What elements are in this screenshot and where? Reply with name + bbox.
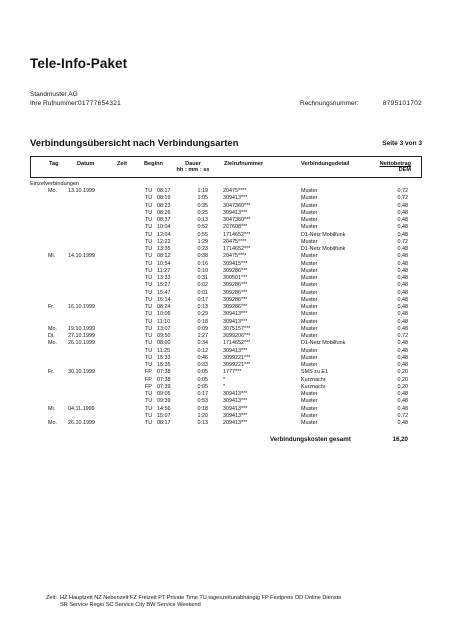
- cell-detail: Muster: [301, 217, 318, 223]
- cell-beginn: 12:04: [157, 231, 171, 238]
- col-dauer-unit: hh : mm : ss: [176, 167, 210, 173]
- table-row: [30, 355, 422, 362]
- cell-zeit: TU: [145, 420, 153, 426]
- col-betrag-label: Nettobetrag: [379, 161, 411, 167]
- cell-beginn: 15:27: [157, 282, 171, 289]
- table-row: [30, 406, 422, 413]
- cell-tag: Mo.: [48, 420, 57, 426]
- table-row: [30, 413, 422, 420]
- cell-zeit: TU: [145, 231, 153, 238]
- cell-detail: Muster: [301, 304, 318, 310]
- cell-betrag: 0,48: [397, 217, 408, 223]
- cell-dauer: 0:09: [197, 325, 208, 332]
- total-value: 16,20: [392, 436, 408, 443]
- legend-key: Zeit:: [46, 595, 57, 601]
- cell-betrag: 0,48: [397, 246, 408, 252]
- cell-beginn: 08:00: [157, 340, 171, 347]
- cell-betrag: 0,48: [397, 260, 408, 267]
- cell-dauer: 0:18: [197, 405, 208, 412]
- table-row: [30, 333, 422, 340]
- cell-betrag: 0,48: [397, 267, 408, 274]
- cell-zeit: TU: [145, 325, 153, 332]
- cell-zielrufnummer: 309413***: [223, 347, 248, 354]
- cell-zeit: TU: [145, 391, 153, 397]
- table-row: [30, 232, 422, 239]
- cell-zielrufnummer: 1777***: [223, 369, 242, 376]
- cell-detail: Muster: [301, 267, 318, 274]
- table-row: [30, 384, 422, 391]
- cell-detail: D1-Netz Mobilfunk: [301, 231, 346, 238]
- cell-zielrufnummer: 309413***: [223, 412, 248, 419]
- cell-detail: Muster: [301, 311, 318, 318]
- cell-tag: Mi.: [48, 405, 56, 412]
- cell-detail: Muster: [301, 318, 318, 325]
- cell-zeit: TU: [145, 282, 153, 289]
- cell-datum: 19.10.1999: [68, 325, 95, 332]
- cell-dauer: 1:29: [197, 238, 208, 245]
- table-row: [30, 224, 422, 231]
- cell-beginn: 09:39: [157, 398, 171, 405]
- cell-beginn: 08:17: [157, 188, 171, 194]
- table-row: [30, 340, 422, 347]
- cell-betrag: 0,72: [397, 195, 408, 202]
- cell-beginn: 07:39: [157, 383, 171, 390]
- cell-detail: Muster: [301, 398, 318, 405]
- cell-zeit: TU: [145, 347, 153, 354]
- cell-zielrufnummer: 309286***: [223, 267, 248, 274]
- cell-dauer: 0:12: [197, 347, 208, 354]
- cell-betrag: 0,48: [397, 405, 408, 412]
- cell-zeit: TU: [145, 354, 153, 361]
- cell-zeit: TU: [145, 224, 153, 231]
- col-beginn: Beginn: [144, 161, 163, 167]
- cell-beginn: 10:04: [157, 224, 171, 231]
- cell-detail: Muster: [301, 260, 318, 267]
- table-row: [30, 398, 422, 405]
- cell-betrag: 0,48: [397, 420, 408, 426]
- cell-detail: Muster: [301, 405, 318, 412]
- cell-dauer: 0:25: [197, 209, 208, 216]
- cell-dauer: 0:33: [197, 362, 208, 368]
- cell-detail: Muster: [301, 224, 318, 231]
- cell-zielrufnummer: 207608***: [223, 224, 248, 231]
- cell-betrag: 0,48: [397, 304, 408, 310]
- cell-zeit: TU: [145, 340, 153, 347]
- cell-zeit: TU: [145, 311, 153, 318]
- cell-dauer: 0:29: [197, 311, 208, 318]
- table-row: [30, 282, 422, 289]
- table-row: [30, 348, 422, 355]
- cell-dauer: 0:34: [197, 340, 208, 347]
- cell-datum: 04.11.1999: [68, 405, 95, 412]
- cell-betrag: 0,48: [397, 296, 408, 303]
- cell-dauer: 0:05: [197, 369, 208, 376]
- table-row: [30, 297, 422, 304]
- table-row: [30, 246, 422, 253]
- cell-detail: Muster: [301, 238, 318, 245]
- cell-betrag: 0,48: [397, 289, 408, 296]
- cell-detail: D1-Netz Mobilfunk: [301, 246, 346, 252]
- cell-datum: 14.10.1999: [68, 253, 95, 260]
- table-row: [30, 319, 422, 326]
- cell-betrag: 0,20: [397, 376, 408, 383]
- col-betrag: [380, 161, 411, 173]
- cell-dauer: 1:05: [197, 195, 208, 202]
- cell-dauer: 0:02: [197, 282, 208, 289]
- cell-dauer: 1:20: [197, 412, 208, 419]
- total-label: Verbindungskosten gesamt: [270, 436, 351, 443]
- cell-zielrufnummer: *: [223, 376, 226, 383]
- col-betrag-unit: DEM: [398, 167, 411, 173]
- table-row: [30, 217, 422, 224]
- cell-dauer: 0:31: [197, 275, 208, 281]
- cell-zielrufnummer: 309413***: [223, 405, 248, 412]
- cell-beginn: 08:23: [157, 202, 171, 209]
- cell-zielrufnummer: 3047360***: [223, 217, 251, 223]
- cell-datum: 16.10.1999: [68, 304, 95, 310]
- cell-dauer: 0:10: [197, 267, 208, 274]
- cell-zeit: FP: [145, 369, 152, 376]
- cell-zeit: TU: [145, 362, 153, 368]
- total-row: [30, 436, 422, 446]
- col-dauer: [173, 161, 213, 173]
- cell-dauer: 0:38: [197, 253, 208, 260]
- cell-zeit: TU: [145, 296, 153, 303]
- cell-betrag: 0,48: [397, 231, 408, 238]
- cell-dauer: 0:01: [197, 289, 208, 296]
- cell-dauer: 0:17: [197, 296, 208, 303]
- cell-zielrufnummer: 20475****: [223, 188, 247, 194]
- cell-zeit: TU: [145, 260, 153, 267]
- cell-zielrufnummer: 309413***: [223, 398, 248, 405]
- cell-tag: Mo.: [48, 188, 57, 194]
- cell-beginn: 07:38: [157, 376, 171, 383]
- cell-zeit: FP: [145, 383, 152, 390]
- cell-beginn: 09:05: [157, 391, 171, 397]
- cell-zielrufnummer: 309415***: [223, 260, 248, 267]
- cell-detail: D1-Netz Mobilfunk: [301, 340, 346, 347]
- cell-tag: Mo.: [48, 325, 57, 332]
- cell-zeit: FP: [145, 376, 152, 383]
- cell-betrag: 0,48: [397, 347, 408, 354]
- legend-line-2: SR Service Regio SC Service City BW Service Weekend: [60, 602, 201, 608]
- cell-zielrufnummer: *: [223, 383, 226, 390]
- cell-beginn: 16:14: [157, 296, 171, 303]
- cell-betrag: 0,48: [397, 275, 408, 281]
- cell-detail: Muster: [301, 362, 318, 368]
- cell-dauer: 0:13: [197, 304, 208, 310]
- cell-detail: Muster: [301, 275, 318, 281]
- invoice-number: 8795101702: [382, 100, 422, 107]
- col-detail: Verbindungsdetail: [301, 161, 350, 167]
- col-tag: Tag: [49, 161, 59, 167]
- cell-dauer: 0:18: [197, 318, 208, 325]
- company-name: Standmuster AG: [30, 91, 78, 98]
- table-row: [30, 268, 422, 275]
- connection-list: [30, 188, 422, 427]
- cell-betrag: 0,48: [397, 224, 408, 231]
- phone-number: 01777654321: [78, 100, 122, 107]
- cell-betrag: 0,48: [397, 325, 408, 332]
- cell-zeit: TU: [145, 202, 153, 209]
- cell-beginn: 08:37: [157, 217, 171, 223]
- cell-dauer: 0:13: [197, 217, 208, 223]
- table-row: [30, 362, 422, 369]
- cell-zielrufnummer: 309286***: [223, 289, 248, 296]
- cell-betrag: 0,48: [397, 362, 408, 368]
- cell-dauer: 0:52: [197, 224, 208, 231]
- cell-detail: Muster: [301, 412, 318, 419]
- cell-zeit: TU: [145, 318, 153, 325]
- cell-zeit: TU: [145, 238, 153, 245]
- cell-zielrufnummer: 309413***: [223, 311, 248, 318]
- cell-tag: Fr.: [48, 369, 55, 376]
- table-row: [30, 195, 422, 202]
- cell-zielrufnummer: 3099221***: [223, 362, 251, 368]
- cell-beginn: 11:27: [157, 267, 171, 274]
- cell-betrag: 0,72: [397, 333, 408, 339]
- cell-beginn: 10:54: [157, 260, 171, 267]
- cell-tag: Di.: [48, 333, 55, 339]
- cell-zielrufnummer: 3099221***: [223, 354, 251, 361]
- cell-zeit: TU: [145, 253, 153, 260]
- cell-betrag: 0,20: [397, 383, 408, 390]
- cell-tag: Fr.: [48, 304, 55, 310]
- cell-zeit: TU: [145, 304, 153, 310]
- cell-betrag: 0,48: [397, 202, 408, 209]
- cell-zielrufnummer: 309286***: [223, 296, 248, 303]
- cell-beginn: 08:12: [157, 253, 171, 260]
- cell-dauer: 0:17: [197, 391, 208, 397]
- cell-zielrufnummer: 3099206***: [223, 333, 251, 339]
- cell-beginn: 08:19: [157, 195, 171, 202]
- table-row: [30, 326, 422, 333]
- phone-label: Ihre Rufnummer:: [30, 100, 79, 107]
- cell-betrag: 0,72: [397, 188, 408, 194]
- group-label: Einzelverbindungen: [30, 181, 80, 187]
- table-row: [30, 188, 422, 195]
- cell-datum: 27.10.1999: [68, 333, 95, 339]
- cell-detail: Muster: [301, 333, 318, 339]
- legend-line-1: HZ Hauptzeit NZ Nebenzeit FZ Freizeit PT Private Time TU tageszeitunabhängig FP Festpreis OD Online Dienste: [60, 595, 342, 601]
- invoice-label: Rechnungsnummer:: [300, 100, 359, 107]
- cell-betrag: 0,48: [397, 391, 408, 397]
- cell-beginn: 15:47: [157, 289, 171, 296]
- table-row: [30, 261, 422, 268]
- cell-detail: SMS zu E1: [301, 369, 328, 376]
- cell-datum: 26.10.1999: [68, 420, 95, 426]
- cell-dauer: 1:19: [197, 188, 208, 194]
- cell-zielrufnummer: 1714652***: [223, 231, 251, 238]
- cell-detail: Muster: [301, 282, 318, 289]
- cell-tag: Mo.: [48, 340, 57, 347]
- col-zeit: Zeit: [117, 161, 127, 167]
- cell-zeit: TU: [145, 333, 153, 339]
- col-zielrufnummer: Zielrufnummer: [224, 161, 264, 167]
- cell-dauer: 1:27: [197, 333, 208, 339]
- cell-beginn: 15:07: [157, 412, 171, 419]
- document-title: Tele-Info-Paket: [30, 56, 128, 71]
- table-row: [30, 290, 422, 297]
- cell-zeit: TU: [145, 398, 153, 405]
- cell-betrag: 0,48: [397, 282, 408, 289]
- cell-zeit: TU: [145, 289, 153, 296]
- cell-zielrufnummer: 309413***: [223, 209, 248, 216]
- cell-detail: Muster: [301, 420, 318, 426]
- cell-detail: Muster: [301, 253, 318, 260]
- cell-zeit: TU: [145, 412, 153, 419]
- cell-detail: Muster: [301, 188, 318, 194]
- cell-beginn: 08:24: [157, 304, 171, 310]
- cell-beginn: 13:33: [157, 275, 171, 281]
- cell-beginn: 13:35: [157, 246, 171, 252]
- cell-zeit: TU: [145, 275, 153, 281]
- cell-detail: Muster: [301, 296, 318, 303]
- col-datum: Datum: [77, 161, 95, 167]
- cell-detail: Muster: [301, 391, 318, 397]
- table-header: [30, 156, 422, 178]
- table-row: [30, 275, 422, 282]
- page-info: Seite 3 von 3: [382, 140, 422, 147]
- cell-beginn: 08:26: [157, 209, 171, 216]
- table-row: [30, 239, 422, 246]
- cell-dauer: 0:46: [197, 354, 208, 361]
- cell-beginn: 14:56: [157, 405, 171, 412]
- table-row: [30, 377, 422, 384]
- table-row: [30, 253, 422, 260]
- cell-detail: Kurznachr.: [301, 383, 327, 390]
- cell-zielrufnummer: 309286***: [223, 304, 248, 310]
- table-row: [30, 210, 422, 217]
- cell-zeit: TU: [145, 246, 153, 252]
- cell-zeit: TU: [145, 195, 153, 202]
- section-title: Verbindungsübersicht nach Verbindungsarten: [30, 138, 239, 149]
- cell-dauer: 0:13: [197, 420, 208, 426]
- cell-detail: Kurznachr.: [301, 376, 327, 383]
- cell-zeit: TU: [145, 267, 153, 274]
- cell-zielrufnummer: 20475****: [223, 253, 247, 260]
- cell-betrag: 0,72: [397, 238, 408, 245]
- cell-detail: Muster: [301, 289, 318, 296]
- cell-beginn: 09:50: [157, 333, 171, 339]
- cell-detail: Muster: [301, 195, 318, 202]
- cell-detail: Muster: [301, 325, 318, 332]
- cell-zielrufnummer: 309413***: [223, 318, 248, 325]
- cell-betrag: 0,48: [397, 340, 408, 347]
- cell-zielrufnummer: 3075157***: [223, 325, 251, 332]
- cell-datum: 13.10.1999: [68, 188, 95, 194]
- cell-beginn: 08:17: [157, 420, 171, 426]
- cell-beginn: 12:22: [157, 238, 171, 245]
- cell-dauer: 0:55: [197, 231, 208, 238]
- cell-dauer: 0:53: [197, 398, 208, 405]
- cell-dauer: 0:35: [197, 202, 208, 209]
- cell-zeit: TU: [145, 209, 153, 216]
- cell-zielrufnummer: 3047360***: [223, 202, 251, 209]
- cell-beginn: 11:25: [157, 347, 171, 354]
- cell-zielrufnummer: 209413***: [223, 420, 248, 426]
- table-row: [30, 311, 422, 318]
- cell-dauer: 0:05: [197, 383, 208, 390]
- cell-betrag: 0,72: [397, 412, 408, 419]
- cell-beginn: 13:07: [157, 325, 171, 332]
- cell-dauer: 0:23: [197, 246, 208, 252]
- table-row: [30, 391, 422, 398]
- cell-datum: 26.10.1999: [68, 340, 95, 347]
- cell-betrag: 0,48: [397, 318, 408, 325]
- table-row: [30, 369, 422, 376]
- cell-zielrufnummer: 20475****: [223, 238, 247, 245]
- cell-zeit: TU: [145, 405, 153, 412]
- cell-betrag: 0,48: [397, 209, 408, 216]
- cell-betrag: 0,20: [397, 369, 408, 376]
- cell-zeit: TU: [145, 188, 153, 194]
- cell-beginn: 15:35: [157, 362, 171, 368]
- cell-beginn: 07:38: [157, 369, 171, 376]
- cell-zielrufnummer: 1714652***: [223, 246, 251, 252]
- cell-zielrufnummer: 1714652***: [223, 340, 251, 347]
- cell-zielrufnummer: 309413***: [223, 391, 248, 397]
- table-row: [30, 420, 422, 427]
- cell-betrag: 0,48: [397, 311, 408, 318]
- cell-detail: Muster: [301, 347, 318, 354]
- cell-beginn: 11:10: [157, 318, 171, 325]
- cell-tag: Mi.: [48, 253, 56, 260]
- cell-beginn: 15:33: [157, 354, 171, 361]
- cell-zielrufnummer: 300501***: [223, 275, 248, 281]
- cell-detail: Muster: [301, 209, 318, 216]
- cell-betrag: 0,48: [397, 398, 408, 405]
- cell-zeit: TU: [145, 217, 153, 223]
- cell-dauer: 0:16: [197, 260, 208, 267]
- cell-betrag: 0,48: [397, 253, 408, 260]
- col-dauer-label: Dauer: [185, 161, 201, 167]
- section-header: [30, 138, 422, 149]
- cell-detail: Muster: [301, 202, 318, 209]
- table-row: [30, 203, 422, 210]
- cell-zielrufnummer: 309413***: [223, 195, 248, 202]
- table-row: [30, 304, 422, 311]
- cell-detail: Muster: [301, 354, 318, 361]
- cell-beginn: 10:06: [157, 311, 171, 318]
- cell-zielrufnummer: 309286***: [223, 282, 248, 289]
- cell-dauer: 0:05: [197, 376, 208, 383]
- cell-datum: 30.10.1999: [68, 369, 95, 376]
- cell-betrag: 0,48: [397, 354, 408, 361]
